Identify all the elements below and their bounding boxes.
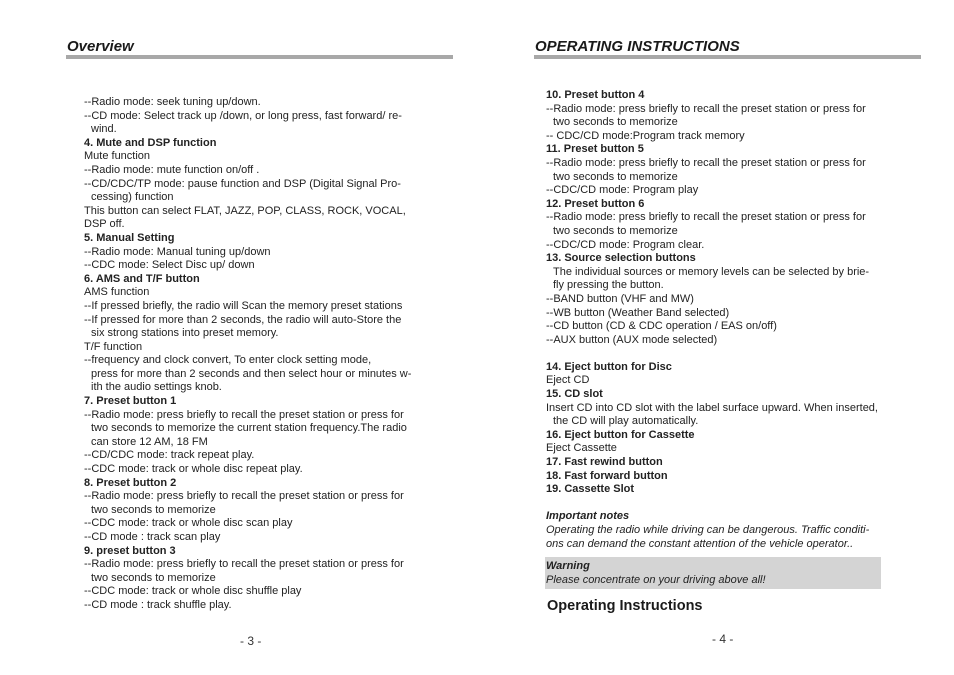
text-line: --CDC mode: track or whole disc repeat play. — [84, 463, 303, 476]
left-page-number: - 3 - — [240, 634, 262, 648]
text-line: --CD mode: Select track up /down, or long press, fast forward/ re- — [84, 109, 402, 122]
section-heading: 11. Preset button 5 — [546, 143, 644, 156]
right-header-rule — [534, 55, 921, 59]
right-page-header: OPERATING INSTRUCTIONS — [535, 38, 740, 55]
section-heading: Important notes — [546, 510, 630, 523]
text-line: two seconds to memorize — [553, 224, 678, 237]
text-line: --If pressed for more than 2 seconds, the radio will auto-Store the — [84, 313, 402, 326]
section-heading: 19. Cassette Slot — [546, 483, 635, 496]
text-line: --CD mode : track shuffle play. — [84, 598, 232, 611]
text-line: This button can select FLAT, JAZZ, POP, CLASS, ROCK, VOCAL, — [84, 204, 406, 217]
text-line: press for more than 2 seconds and then select hour or minutes w- — [91, 367, 412, 380]
right-page-number: - 4 - — [712, 632, 734, 646]
text-line: two seconds to memorize — [553, 170, 678, 183]
text-line: fly pressing the button. — [553, 279, 664, 292]
section-heading: 13. Source selection buttons — [546, 252, 696, 265]
section-heading: 14. Eject button for Disc — [546, 360, 672, 373]
text-line: DSP off. — [84, 218, 125, 231]
text-line: --frequency and clock convert, To enter clock setting mode, — [84, 354, 372, 367]
text-line: --Radio mode: press briefly to recall the preset station or press for — [84, 490, 404, 503]
text-line: Mute function — [84, 150, 151, 163]
section-heading: 4. Mute and DSP function — [84, 136, 217, 149]
text-line: --Radio mode: press briefly to recall the preset station or press for — [546, 211, 866, 224]
text-line: six strong stations into preset memory. — [91, 327, 279, 340]
text-line: --Radio mode: press briefly to recall the preset station or press for — [84, 408, 404, 421]
text-line — [546, 347, 896, 361]
section-heading: 6. AMS and T/F button — [84, 272, 200, 285]
text-line: two seconds to memorize — [91, 503, 216, 516]
text-line: Eject Cassette — [546, 442, 617, 455]
text-line: -- CDC/CD mode:Program track memory — [546, 129, 745, 142]
text-line: --Radio mode: mute function on/off . — [84, 163, 260, 176]
text-line: --CD button (CD & CDC operation / EAS on/off) — [546, 320, 777, 333]
warning-title: Warning — [546, 560, 590, 573]
section-heading: 5. Manual Setting — [84, 231, 175, 244]
text-line: cessing) function — [91, 191, 174, 204]
warning-box — [545, 557, 881, 589]
left-header-rule — [66, 55, 453, 59]
text-line: wind. — [91, 123, 117, 136]
section-heading: 16. Eject button for Cassette — [546, 428, 695, 441]
text-line: Insert CD into CD slot with the label surface upward. When inserted, — [546, 401, 878, 414]
left-page-header: Overview — [67, 38, 134, 55]
section-heading: 8. Preset button 2 — [84, 476, 177, 489]
text-line: The individual sources or memory levels can be selected by brie- — [553, 265, 870, 278]
text-line: --Radio mode: press briefly to recall the preset station or press for — [84, 558, 404, 571]
text-line: T/F function — [84, 340, 143, 353]
text-line: Operating the radio while driving can be dangerous. Traffic conditi- — [546, 524, 870, 536]
section-heading: 9. preset button 3 — [84, 544, 176, 557]
text-line: ith the audio settings knob. — [91, 381, 222, 394]
text-line: --Radio mode: Manual tuning up/down — [84, 245, 271, 258]
text-line — [546, 497, 896, 511]
warning-text: Please concentrate on your driving above all! — [546, 573, 766, 586]
text-line: two seconds to memorize — [91, 571, 216, 584]
section-heading: 10. Preset button 4 — [546, 89, 645, 101]
text-line: --CD/CDC/TP mode: pause function and DSP (Digital Signal Pro- — [84, 177, 401, 190]
section-heading: 15. CD slot — [546, 388, 603, 401]
text-line: Eject CD — [546, 374, 590, 387]
text-line: --CD mode : track scan play — [84, 531, 221, 543]
section-heading: 18. Fast forward button — [546, 469, 668, 482]
section-heading: 12. Preset button 6 — [546, 197, 645, 210]
text-line: --Radio mode: seek tuning up/down. — [84, 96, 261, 108]
text-line: --CDC mode: track or whole disc scan play — [84, 517, 293, 530]
text-line: --Radio mode: press briefly to recall the preset station or press for — [546, 156, 866, 169]
text-line: --AUX button (AUX mode selected) — [546, 333, 718, 346]
text-line: --BAND button (VHF and MW) — [546, 292, 694, 305]
text-line: --CDC/CD mode: Program play — [546, 184, 699, 197]
text-line: --CDC mode: track or whole disc shuffle play — [84, 585, 302, 598]
section-heading: 7. Preset button 1 — [84, 395, 177, 408]
text-line: the CD will play automatically. — [553, 415, 699, 428]
right-column-text — [546, 89, 896, 589]
text-line: --If pressed briefly, the radio will Scan the memory preset stations — [84, 299, 403, 312]
text-line: --Radio mode: press briefly to recall the preset station or press for — [546, 102, 866, 115]
text-line: two seconds to memorize the current station frequency.The radio — [91, 422, 407, 435]
text-line: --CDC mode: Select Disc up/ down — [84, 259, 255, 272]
left-column-text — [84, 96, 444, 613]
text-line: --WB button (Weather Band selected) — [546, 306, 730, 319]
text-line: AMS function — [84, 286, 150, 299]
text-line: ons can demand the constant attention of the vehicle operator.. — [546, 537, 854, 550]
text-line: can store 12 AM, 18 FM — [91, 435, 208, 448]
text-line: --CDC/CD mode: Program clear. — [546, 238, 705, 251]
text-line: --CD/CDC mode: track repeat play. — [84, 449, 255, 462]
section-heading: 17. Fast rewind button — [546, 456, 663, 469]
operating-instructions-footer-title: Operating Instructions — [547, 598, 703, 614]
text-line: two seconds to memorize — [553, 116, 678, 129]
